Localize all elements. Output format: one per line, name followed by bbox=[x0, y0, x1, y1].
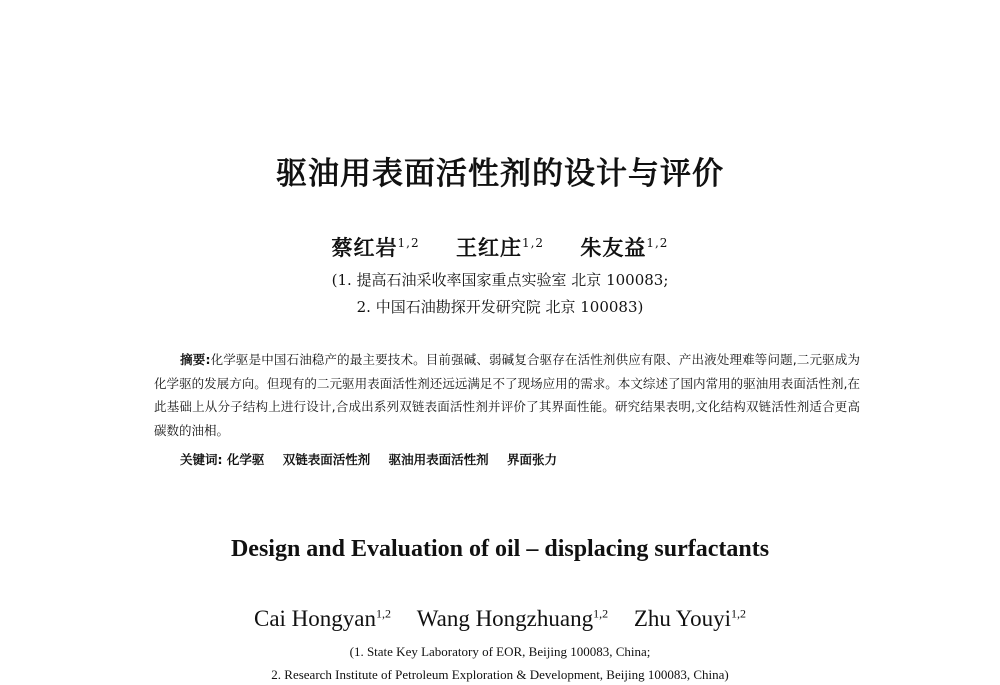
affiliation-en-1: (1. State Key Laboratory of EOR, Beijing 100083, China; bbox=[349, 644, 651, 659]
affiliation-cn-1: (1. 提高石油采收率国家重点实验室 北京 100083; bbox=[331, 271, 669, 289]
keyword-item: 界面张力 bbox=[506, 452, 557, 467]
keyword-item: 驱油用表面活性剂 bbox=[388, 452, 489, 467]
title-chinese: 驱油用表面活性剂的设计与评价 bbox=[276, 156, 724, 192]
keywords bbox=[180, 450, 571, 468]
authors-chinese bbox=[0, 232, 1000, 262]
affiliation-en-2: 2. Research Institute of Petroleum Exploration & Development, Beijing 100083, China) bbox=[271, 667, 729, 682]
abstract-label: 摘要: bbox=[180, 352, 211, 367]
keyword-item: 化学驱 bbox=[226, 452, 265, 467]
keywords-label: 关键词: bbox=[180, 452, 223, 467]
author-en-1: Cai Hongyan$^{1,2}$ bbox=[253, 606, 391, 631]
affiliation-cn-2: 2. 中国石油勘探开发研究院 北京 100083) bbox=[356, 298, 644, 316]
keyword-item: 双链表面活性剂 bbox=[282, 452, 371, 467]
abstract-text: 化学驱是中国石油稳产的最主要技术。目前强碱、弱碱复合驱存在活性剂供应有限、产出液处理难等问题,二元驱成为化学驱的发展方向。但现有的二元驱用表面活性剂还远远满足不了现场应用的需求。本文综述了国内常用的驱油用表面活性剂,在此基础上从分子结构上进行设计,合成出系列双链表面活性剂并评价了其界面性能。研究结果表明,文化结构双链活性剂适合更高碳数的油相。 bbox=[154, 352, 860, 438]
author-cn-2: 王红庄$^{1,2}$ bbox=[455, 235, 545, 260]
authors-english bbox=[0, 606, 1000, 632]
author-en-3: Zhu Youyi$^{1,2}$ bbox=[633, 606, 747, 631]
author-en-2: Wang Hongzhuang$^{1,2}$ bbox=[416, 606, 609, 631]
title-english: Design and Evaluation of oil – displacing surfactants bbox=[230, 536, 770, 562]
author-cn-3: 朱友益$^{1,2}$ bbox=[580, 235, 669, 260]
abstract bbox=[154, 348, 860, 442]
author-cn-1: 蔡红岩$^{1,2}$ bbox=[331, 235, 420, 260]
